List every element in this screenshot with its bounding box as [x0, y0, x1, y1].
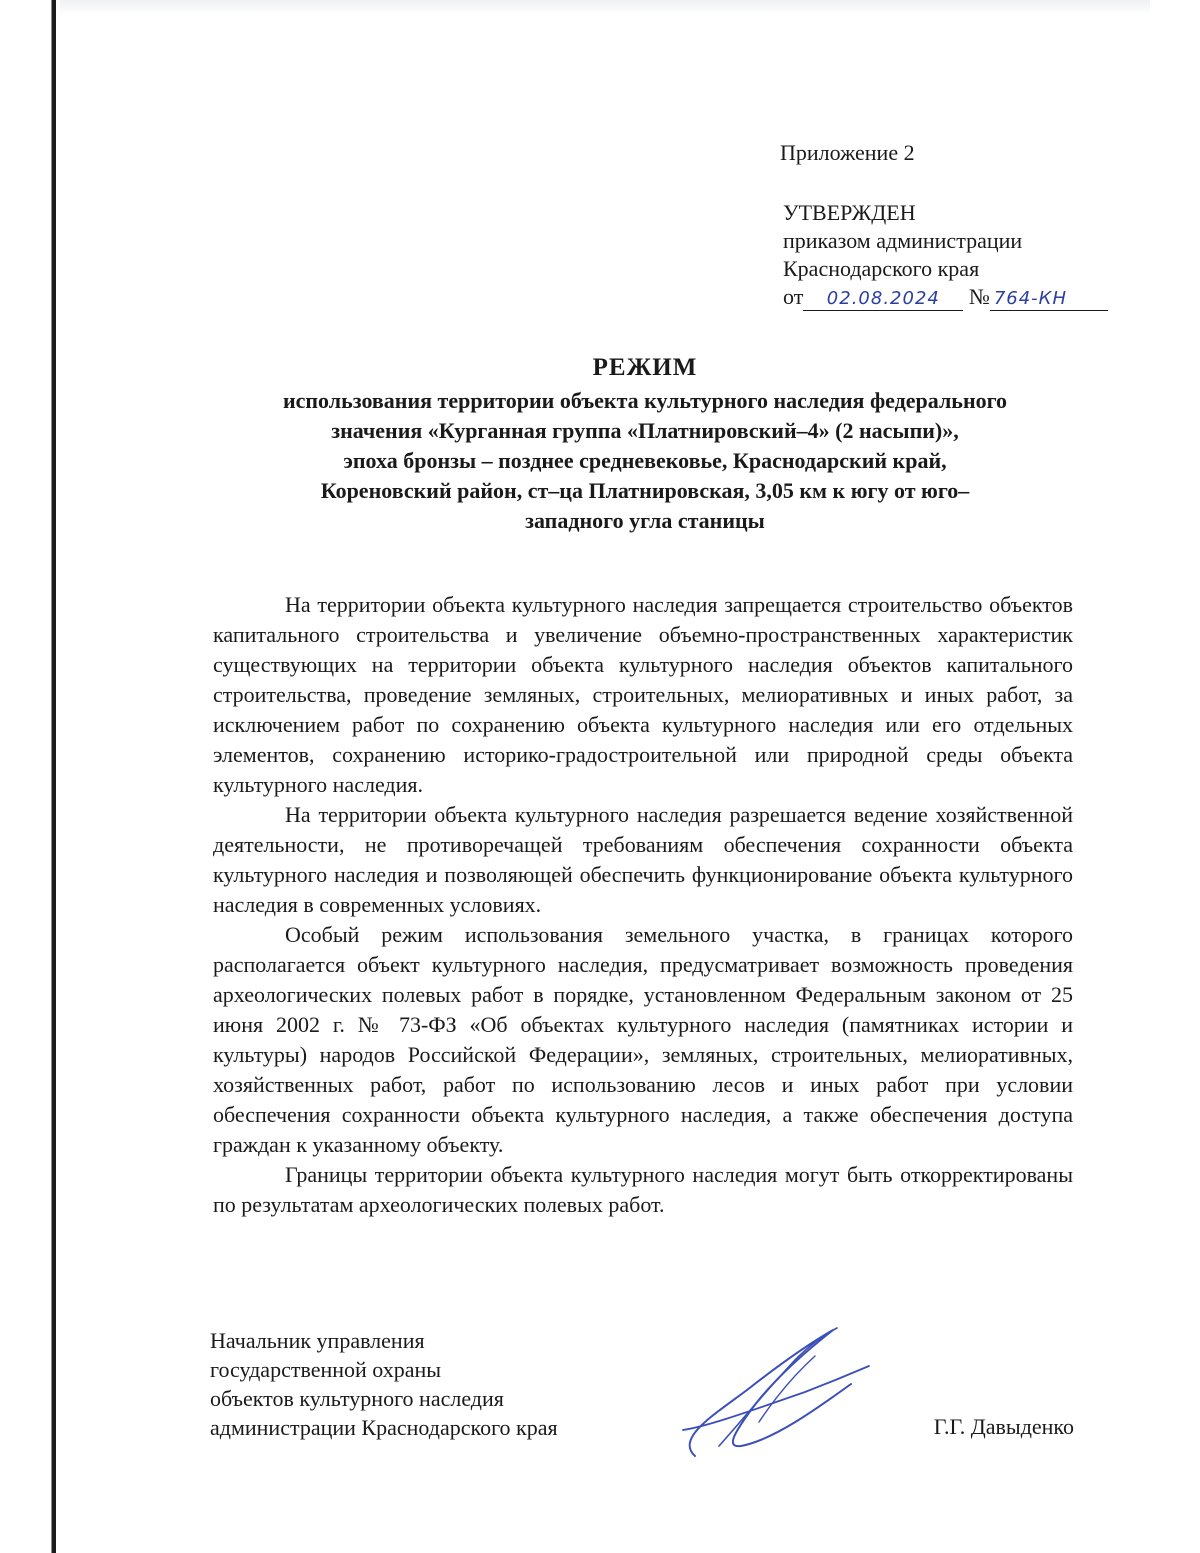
date-prefix: от — [783, 284, 804, 309]
signatory-name: Г.Г. Давыденко — [933, 1414, 1074, 1439]
title-main: РЕЖИМ — [592, 354, 698, 381]
handwritten-date: 02.08.2024 — [803, 288, 963, 311]
region-label: Краснодарского края — [783, 256, 980, 281]
title-subtitle — [200, 386, 1090, 536]
document-body — [213, 590, 1073, 1220]
signatory-position-line: объектов культурного наследия — [210, 1386, 504, 1411]
signature-block — [210, 1326, 1090, 1486]
handwritten-signature — [655, 1318, 875, 1468]
subtitle-line: Кореновский район, ст–ца Платнировская, 3,05 км к югу от юго– — [320, 478, 970, 503]
signatory-position-line: государственной охраны — [210, 1357, 442, 1382]
handwritten-number: 764-КН — [990, 288, 1108, 311]
subtitle-line: значения «Курганная группа «Платнировский–4» (2 насыпи)», — [331, 418, 959, 443]
approved-label: УТВЕРЖДЕН — [783, 200, 916, 225]
document-title — [200, 352, 1090, 536]
approval-details — [783, 200, 1140, 312]
signatory-position-line: администрации Краснодарского края — [210, 1415, 558, 1440]
body-paragraph: На территории объекта культурного наследия запрещается строительство объектов капитального строительства и увеличение объемно-пространственных характеристик существующих на территории объекта культурного наследия объектов капитального строительства, проведение земляных, строительных, мелиоративных и иных работ, за исключением работ по сохранению объекта культурного наследия или его отдельных элементов, сохранению историко-градостроительной или природной среды объекта культурного наследия. — [213, 592, 1073, 797]
body-paragraph: На территории объекта культурного наследия разрешается ведение хозяйственной деятельности, не противоречащей требованиям обеспечения сохранности объекта культурного наследия и позволяющей обеспечить функционирование объекта культурного наследия в современных условиях. — [213, 802, 1073, 917]
signatory-position — [210, 1326, 670, 1442]
number-prefix: № — [968, 284, 990, 309]
body-paragraph: Особый режим использования земельного участка, в границах которого располагается объект культурного наследия, предусматривает возможность проведения археологических полевых работ в порядке, установленном Федеральным законом от 25 июня 2002 г. № 73-ФЗ «Об объектах культурного наследия (памятниках истории и культуры) народов Российской Федерации», земляных, строительных, мелиоративных, хозяйственных работ, работ по использованию лесов и иных работ при условии обеспечения сохранности объекта культурного наследия, а также обеспечения доступа граждан к указанному объекту. — [213, 922, 1073, 1157]
scan-top-shadow — [60, 0, 1150, 14]
subtitle-line: эпоха бронзы – позднее средневековье, Краснодарский край, — [343, 448, 947, 473]
subtitle-line: западного угла станицы — [525, 508, 765, 533]
annex-label: Приложение 2 — [780, 140, 915, 165]
approval-stamp-block — [780, 140, 1140, 312]
order-date-line — [783, 284, 1140, 312]
body-paragraph: Границы территории объекта культурного наследия могут быть откорректированы по результатам археологических полевых работ. — [213, 1162, 1073, 1217]
signatory-position-line: Начальник управления — [210, 1328, 425, 1353]
by-order-label: приказом администрации — [783, 228, 1023, 253]
subtitle-line: использования территории объекта культурного наследия федерального — [282, 388, 1008, 413]
scan-left-edge — [0, 0, 56, 1553]
